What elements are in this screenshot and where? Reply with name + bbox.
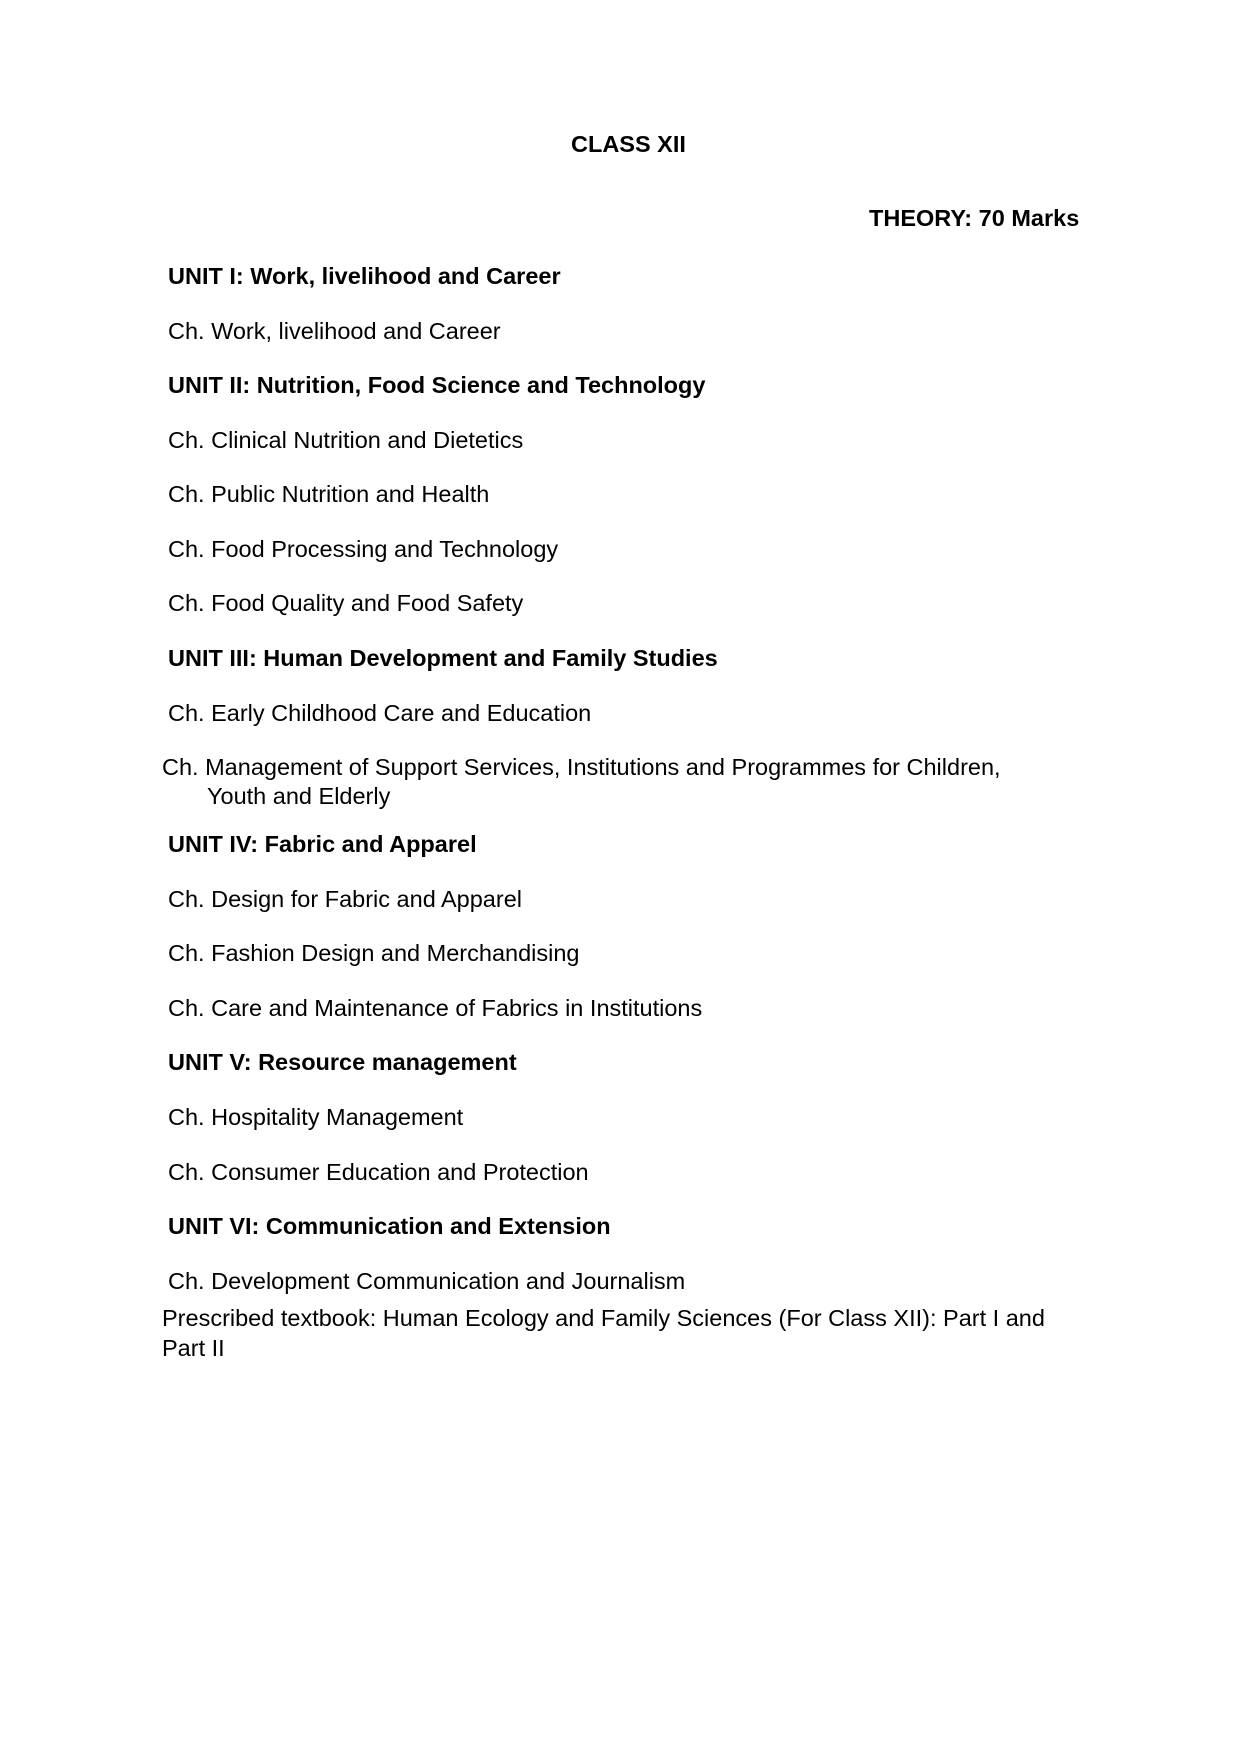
chapter-item: Ch. Care and Maintenance of Fabrics in Institutions [168, 995, 703, 1021]
chapter-item: Ch. Consumer Education and Protection [168, 1159, 589, 1185]
prescribed-textbook: Prescribed textbook: Human Ecology and Family Sciences (For Class XII): Part I and [162, 1305, 1045, 1331]
theory-marks: THEORY: 70 Marks [869, 205, 1080, 231]
page-title: CLASS XII [571, 131, 686, 157]
unit-heading-2: UNIT II: Nutrition, Food Science and Technology [168, 372, 706, 398]
chapter-item: Ch. Clinical Nutrition and Dietetics [168, 427, 524, 453]
chapter-item-continued: Youth and Elderly [207, 783, 391, 809]
chapter-item: Ch. Food Processing and Technology [168, 536, 559, 562]
chapter-item: Ch. Fashion Design and Merchandising [168, 940, 580, 966]
unit-heading-6: UNIT VI: Communication and Extension [168, 1213, 611, 1239]
prescribed-textbook-continued: Part II [162, 1335, 225, 1361]
chapter-item: Ch. Design for Fabric and Apparel [168, 886, 522, 912]
chapter-item: Ch. Development Communication and Journalism [168, 1268, 686, 1294]
chapter-item: Ch. Work, livelihood and Career [168, 318, 501, 344]
chapter-item: Ch. Early Childhood Care and Education [168, 700, 592, 726]
unit-heading-4: UNIT IV: Fabric and Apparel [168, 831, 477, 857]
chapter-item: Ch. Management of Support Services, Institutions and Programmes for Children, [162, 754, 1001, 780]
chapter-item: Ch. Food Quality and Food Safety [168, 590, 524, 616]
unit-heading-5: UNIT V: Resource management [168, 1049, 517, 1075]
unit-heading-3: UNIT III: Human Development and Family Studies [168, 645, 718, 671]
unit-heading-1: UNIT I: Work, livelihood and Career [168, 263, 561, 289]
chapter-item: Ch. Hospitality Management [168, 1104, 464, 1130]
chapter-item: Ch. Public Nutrition and Health [168, 481, 490, 507]
